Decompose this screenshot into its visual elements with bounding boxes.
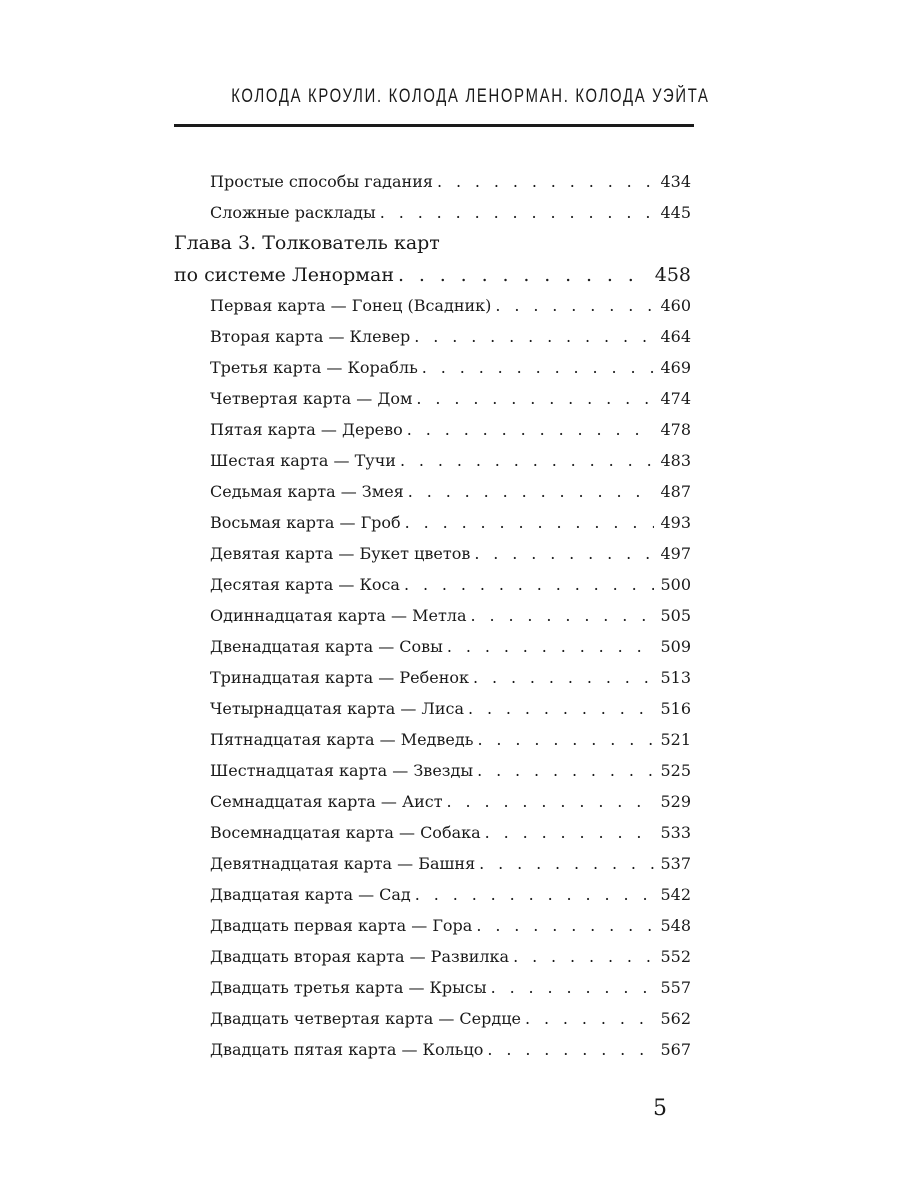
toc-entry[interactable] [210,420,691,444]
dot-leader [487,978,655,997]
toc-entry[interactable] [210,730,691,754]
page-number: 5 [653,1096,667,1121]
toc-entry[interactable] [210,978,691,1002]
dot-leader [473,761,654,780]
dot-leader [396,451,655,470]
dot-leader [464,699,654,718]
chapter-entry[interactable] [174,264,691,292]
dot-leader [376,203,655,222]
dot-leader [467,606,655,625]
toc-entry-page: 434 [660,172,691,191]
toc-entry-label: Двадцать первая карта — Гора [210,916,473,935]
toc-entry[interactable] [210,203,691,227]
toc-entry[interactable] [210,699,691,723]
toc-entry[interactable] [210,358,691,382]
toc-entry[interactable] [210,637,691,661]
toc-entry-page: 557 [660,978,691,997]
toc-entry-label: Пятнадцатая карта — Медведь [210,730,474,749]
toc-entry-page: 464 [660,327,691,346]
toc-entry[interactable] [210,885,691,909]
toc-entry-label: Третья карта — Корабль [210,358,418,377]
dot-leader [443,792,655,811]
toc-entry-label: Двадцать третья карта — Крысы [210,978,487,997]
toc-entry[interactable] [210,823,691,847]
dot-leader [433,172,654,191]
toc-entry[interactable] [210,451,691,475]
chapter-heading-line1: Глава 3. Толкователь карт [174,232,440,254]
toc-entry[interactable] [210,606,691,630]
toc-entry-page: 552 [660,947,691,966]
toc-entry-label: Десятая карта — Коса [210,575,400,594]
toc-entry-page: 474 [660,389,691,408]
toc-entry-label: Первая карта — Гонец (Всадник) [210,296,492,315]
toc-entry-label: Двадцать вторая карта — Развилка [210,947,510,966]
toc-entry-label: Сложные расклады [210,203,376,222]
toc-entry-page: 548 [660,916,691,935]
toc-entry-label: Девятая карта — Букет цветов [210,544,471,563]
dot-leader [403,420,655,439]
toc-entry[interactable] [210,761,691,785]
toc-entry-page: 521 [660,730,691,749]
toc-entry-label: Четырнадцатая карта — Лиса [210,699,464,718]
toc-entry-label: Тринадцатая карта — Ребенок [210,668,470,687]
toc-entry[interactable] [210,575,691,599]
toc-entry[interactable] [210,792,691,816]
dot-leader [473,730,654,749]
toc-entry-page: 497 [660,544,691,563]
dot-leader [481,823,655,842]
toc-entry[interactable] [210,668,691,692]
toc-entry-label: Восемнадцатая карта — Собака [210,823,481,842]
toc-entry-label: Двадцатая карта — Сад [210,885,411,904]
dot-leader [443,637,655,656]
toc-entry-label: Двадцать пятая карта — Кольцо [210,1040,484,1059]
toc-entry-page: 500 [660,575,691,594]
chapter-heading-line2: по системе Ленорман [174,264,395,286]
dot-leader [418,358,655,377]
dot-leader [475,854,654,873]
toc-entry-label: Четвертая карта — Дом [210,389,413,408]
toc-entry-page: 487 [660,482,691,501]
toc-entry[interactable] [210,1040,691,1064]
dot-leader [470,544,654,563]
toc-entry[interactable] [210,482,691,506]
toc-entry[interactable] [210,296,691,320]
toc-entry-page: 562 [660,1009,691,1028]
toc-entry-page: 483 [660,451,691,470]
toc-entry[interactable] [210,172,691,196]
toc-entry-label: Семнадцатая карта — Аист [210,792,443,811]
toc-entry-page: 460 [660,296,691,315]
toc-entry-label: Двенадцатая карта — Совы [210,637,443,656]
toc-entry-page: 533 [660,823,691,842]
dot-leader [521,1009,654,1028]
toc-entry[interactable] [210,916,691,940]
dot-leader [401,513,655,532]
toc-entry-page: 513 [660,668,691,687]
toc-entry-label: Восьмая карта — Гроб [210,513,401,532]
toc-entry-page: 509 [660,637,691,656]
toc-entry[interactable] [210,513,691,537]
toc-entry-label: Девятнадцатая карта — Башня [210,854,476,873]
toc-entry-label: Шестнадцатая карта — Звезды [210,761,474,780]
toc-entry-page: 445 [660,203,691,222]
toc-entry-page: 525 [660,761,691,780]
toc-entry-label: Одиннадцатая карта — Метла [210,606,467,625]
toc-entry-page: 529 [660,792,691,811]
toc-entry-label: Двадцать четвертая карта — Сердце [210,1009,521,1028]
toc-entry-page: 469 [660,358,691,377]
dot-leader [411,885,655,904]
toc-entry[interactable] [210,327,691,351]
dot-leader [412,389,654,408]
dot-leader [472,916,654,935]
toc-entry-page: 516 [660,699,691,718]
toc-entry-page: 542 [660,885,691,904]
toc-entry-label: Шестая карта — Тучи [210,451,396,470]
toc-entry[interactable] [210,1009,691,1033]
dot-leader [394,264,649,286]
chapter-page: 458 [654,264,691,286]
toc-entry-label: Седьмая карта — Змея [210,482,404,501]
dot-leader [491,296,654,315]
toc-entry-page: 493 [660,513,691,532]
toc-entry-page: 567 [660,1040,691,1059]
dot-leader [469,668,654,687]
toc-entry[interactable] [210,854,691,878]
toc-entry[interactable] [210,544,691,568]
toc-entry-label: Простые способы гадания [210,172,433,191]
dot-leader [509,947,654,966]
toc-entry[interactable] [210,947,691,971]
dot-leader [410,327,654,346]
dot-leader [404,482,655,501]
toc-entry-page: 505 [660,606,691,625]
toc-entry-label: Пятая карта — Дерево [210,420,403,439]
toc-entry-page: 478 [660,420,691,439]
dot-leader [400,575,654,594]
toc-entry-page: 537 [660,854,691,873]
dot-leader [483,1040,654,1059]
toc-entry-label: Вторая карта — Клевер [210,327,411,346]
running-header-title: КОЛОДА КРОУЛИ. КОЛОДА ЛЕНОРМАН. КОЛОДА УЭЙТА [231,86,710,107]
toc-entry[interactable] [210,389,691,413]
